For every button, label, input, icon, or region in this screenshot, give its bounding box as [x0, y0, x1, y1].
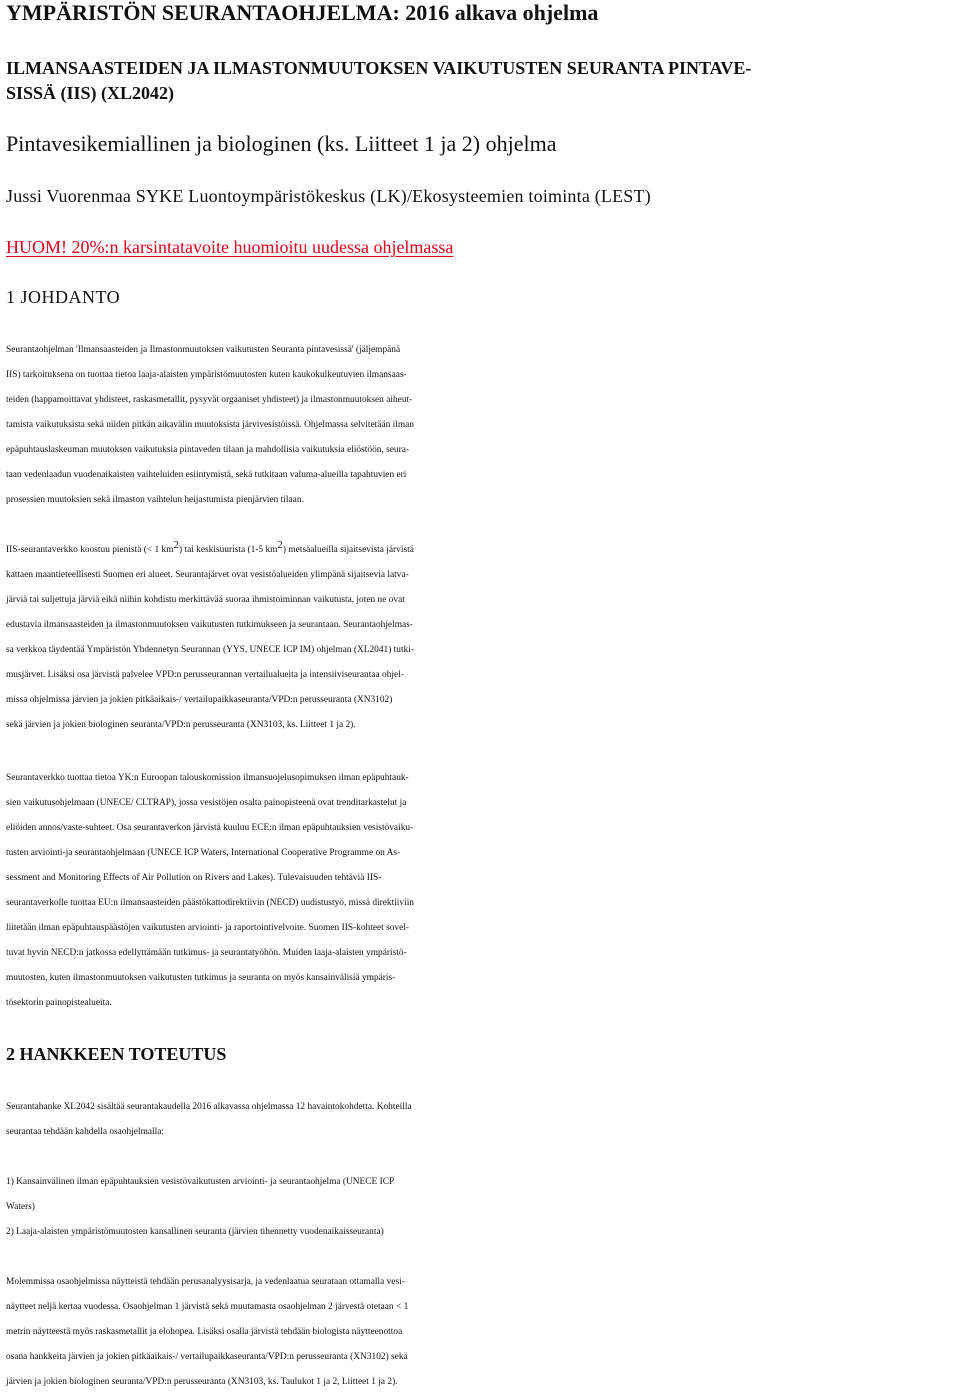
paragraph-line: seurantaverkolle tuottaa EU:n ilmansaasteiden päästökattodirektiivin (NECD) uudistustyö, missä direktiiviin — [6, 898, 414, 908]
list-item: 2) Laaja-alaisten ympäristömuutosten kansallinen seuranta (järvien tihennetty vuodenaikaisseuranta) — [6, 1227, 384, 1237]
subtitle-line: SISSÄ (IIS) (XL2042) — [6, 83, 175, 103]
unece-paragraph — [6, 766, 958, 1016]
paragraph-line: muutosten, kuten ilmastonmuutoksen vaikutusten tutkimus ja seuranta on myös kansainvälisiä ympäris- — [6, 973, 396, 983]
superscript: 2 — [173, 538, 179, 551]
subtitle-line: ILMANSAASTEIDEN JA ILMASTONMUUTOKSEN VAIKUTUSTEN SEURANTA PINTAVE- — [6, 58, 752, 78]
paragraph-line: sessment and Monitoring Effects of Air Pollution on Rivers and Lakes). Tulevaisuuden tehtäviä IIS- — [6, 873, 382, 883]
section-heading-johdanto: 1 JOHDANTO — [6, 287, 121, 307]
paragraph-line: eliöiden annos/vaste-suhteet. Osa seurantaverkon järvistä kuuluu ECE:n ilman epäpuhtauksien vesistövaiku- — [6, 823, 414, 833]
paragraph-line: Seurantahanke XL2042 sisältää seurantakaudella 2016 alkavassa ohjelmassa 12 havaintokohdetta. Kohteilla — [6, 1102, 412, 1112]
document-title: YMPÄRISTÖN SEURANTAOHJELMA: 2016 alkava ohjelma — [6, 0, 599, 25]
paragraph-line: tusten arviointi-ja seurantaohjelmaan (UNECE ICP Waters, International Cooperative Programme on As- — [6, 848, 401, 858]
paragraph-line: epäpuhtauslaskeuman muutoksen vaikutuksia pintaveden tilaan ja mahdollisia vaikutuksia eliöstöön, seura- — [6, 445, 410, 455]
list-item: Waters) — [6, 1202, 35, 1212]
network-paragraph — [6, 538, 958, 738]
paragraph-line: Molemmissa osaohjelmissa näytteistä tehdään perusanalyysisarja, ja vedenlaatua seurataan ottamalla vesi- — [6, 1277, 405, 1287]
superscript: 2 — [277, 538, 283, 551]
paragraph-line: näytteet neljä kertaa vuodessa. Osaohjelman 1 järvistä sekä muutamasta osaohjelman 2 järvestä otetaan < 1 — [6, 1302, 409, 1312]
paragraph-line: Seurantaohjelman 'Ilmansaasteiden ja Ilmastonmuutoksen vaikutusten Seuranta pintavesissä' (jäljempänä — [6, 345, 401, 355]
paragraph-line: seurantaa tehdään kahdella osaohjelmalla: — [6, 1127, 165, 1137]
paragraph-line: järviä tai suljettuja järviä eikä niihin kohdistu merkittävää suoraa ihmistoiminnan vaikutusta, joten ne ovat — [6, 595, 405, 605]
paragraph-line: tösektorin painopistealueita. — [6, 998, 112, 1008]
sampling-paragraph — [6, 1270, 958, 1395]
text-segment: IIS-seurantaverkko koostuu pienistä (< 1 km — [6, 545, 174, 555]
paragraph-line: teiden (happamoittavat yhdisteet, raskasmetallit, pysyvät orgaaniset yhdisteet) ja ilmastonmuutoksen aiheut- — [6, 395, 413, 405]
text-segment: ) metsäalueilla sijaitsevista järvistä — [282, 545, 414, 555]
paragraph-line: edustavia ilmansaasteiden ja ilmastonmuutoksen vaikutusten tutkimukseen ja seurantaan. Seurantaohjelmas- — [6, 620, 413, 630]
paragraph-line: liitetään ilman epäpuhtauspäästöjen vaikutusten arviointi- ja raportointivelvoite. Suomen IIS-kohteet sovel- — [6, 923, 410, 933]
project-paragraph — [6, 1095, 958, 1145]
program-line: Pintavesikemiallinen ja biologinen (ks. Liitteet 1 ja 2) ohjelma — [6, 131, 557, 156]
subprogram-list — [6, 1170, 958, 1245]
intro-paragraph — [6, 338, 958, 513]
paragraph-line — [6, 538, 958, 563]
paragraph-line: taan vedenlaadun vuodenaikaisten vaihteluiden esiintymistä, sekä tutkitaan valuma-alueilla tapahtuvien eri — [6, 470, 407, 480]
text-segment: ) tai keskisuurista (1-5 km — [179, 545, 278, 555]
paragraph-line: sekä järvien ja jokien biologinen seuranta/VPD:n perusseuranta (XN3103, ks. Liitteet 1 ja 2). — [6, 720, 356, 730]
program-subtitle — [6, 56, 946, 106]
section-heading-toteutus: 2 HANKKEEN TOTEUTUS — [6, 1044, 227, 1064]
paragraph-line: osana hankkeita järvien ja jokien pitkäaikais-/ vertailupaikkaseuranta/VPD:n perusseuranta (XN3102) sekä — [6, 1352, 408, 1362]
paragraph-line: musjärvet. Lisäksi osa järvistä palvelee VPD:n perusseurannan vertailualueita ja intensiiviseurantaa ohjel- — [6, 670, 404, 680]
paragraph-line: kattaen maantieteellisesti Suomen eri alueet. Seurantajärvet ovat vesistöalueiden ylimpänä sijaitsevia latva- — [6, 570, 409, 580]
paragraph-line: sa verkkoa täydentää Ympäristön Yhdennetyn Seurannan (YYS, UNECE ICP IM) ohjelman (XL2041) tutki- — [6, 645, 414, 655]
author-line: Jussi Vuorenmaa SYKE Luontoympäristökeskus (LK)/Ekosysteemien toiminta (LEST) — [6, 186, 651, 206]
paragraph-line: missa ohjelmissa järvien ja jokien pitkäaikais-/ vertailupaikkaseuranta/VPD:n perusseuranta (XN3102) — [6, 695, 393, 705]
paragraph-line: Seurantaverkko tuottaa tietoa YK:n Euroopan talouskomission ilmansuojelusopimuksen ilman epäpuhtauk- — [6, 773, 409, 783]
paragraph-line: prosessien muutoksien sekä ilmaston vaihtelun heijastumista pienjärvien tilaan. — [6, 495, 304, 505]
paragraph-line: tuvat hyvin NECD:n jatkossa edellyttämään tutkimus- ja seurantatyöhön. Muiden laaja-alaisten ympäristö- — [6, 948, 407, 958]
notice-link[interactable]: HUOM! 20%:n karsintatavoite huomioitu uudessa ohjelmassa — [6, 237, 454, 257]
paragraph-line: IIS) tarkoituksena on tuottaa tietoa laaja-alaisten ympäristömuutosten kuten kaukokulkeutuvien ilmansaas- — [6, 370, 407, 380]
paragraph-line: tamista vaikutuksista sekä niiden pitkän aikavälin muutoksista järvivesistöissä. Ohjelmassa selvitetään ilman — [6, 420, 414, 430]
paragraph-line: sien vaikutusohjelmaan (UNECE/ CLTRAP), jossa vesistöjen osalta painopisteenä ovat trenditarkastelut ja — [6, 798, 407, 808]
paragraph-line: järvien ja jokien biologinen seuranta/VPD:n perusseuranta (XN3103, ks. Taulukot 1 ja 2, Liitteet 1 ja 2). — [6, 1377, 398, 1387]
list-item: 1) Kansainvälinen ilman epäpuhtauksien vesistövaikutusten arviointi- ja seurantaohjelma (UNECE ICP — [6, 1177, 395, 1187]
paragraph-line: metrin näytteestä myös raskasmetallit ja elohopea. Lisäksi osalla järvistä tehdään biologista näytteenottoa — [6, 1327, 403, 1337]
